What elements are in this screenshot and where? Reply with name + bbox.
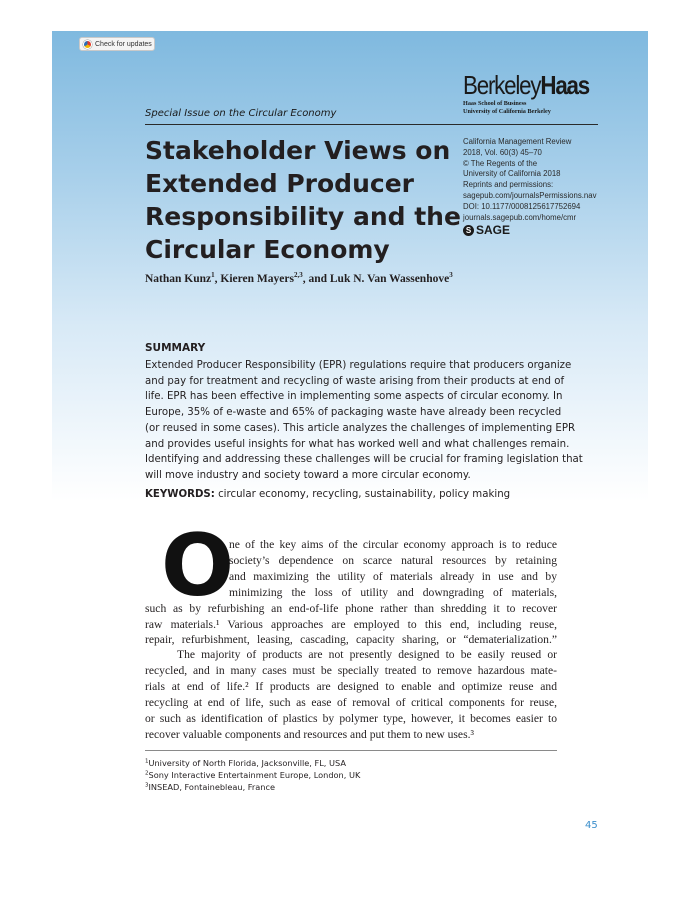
sage-logo: S SAGE	[463, 225, 603, 236]
logo-subtitle: Haas School of Business University of California Berkeley	[463, 100, 551, 115]
footnote-item: $^2$Sony Interactive Entertainment Europe, London, UK	[145, 770, 361, 780]
drop-cap: O	[161, 516, 235, 616]
keywords: KEYWORDS: circular economy, recycling, sustainability, policy making	[145, 489, 511, 500]
crossmark-icon	[83, 40, 92, 49]
page-number: 45	[585, 820, 598, 831]
body-paragraph-2: The majority of products are not presently designed to be easily reused or recycled, and in many cases must be specially treated to remove hazardous mate- rials at end of life.² If products are designed to enable and optimize reuse and recycling at end of life, such as ease of removal of critical components for reuse, or such as identification of plastics by polymer type, however, it becomes easier to recover valuable components and resources and put them to new uses.³	[145, 648, 557, 741]
doi-link[interactable]: DOI: 10.1177/0008125617752694	[463, 201, 581, 211]
special-issue-label: Special Issue on the Circular Economy	[145, 108, 337, 119]
check-for-updates-label: Check for updates	[95, 40, 152, 48]
journal-link[interactable]: journals.sagepub.com/home/cmr	[463, 212, 577, 222]
reprints-link[interactable]: sagepub.com/journalsPermissions.nav	[463, 190, 597, 200]
author-list: Nathan Kunz$^1$, Kieren Mayers$^{2,3}$, and Luk N. Van Wassenhove$^3$	[145, 271, 453, 285]
journal-metadata: California Management Review 2018, Vol. 60(3) 45–70 © The Regents of the University of California 2018 Reprints and permissions: sagepub.com/journalsPermissions.nav DOI: 10.1177/0008125617752694 journals.sagepub.com/home/cmr S SAGE	[463, 137, 603, 236]
check-for-updates-button[interactable]	[79, 37, 155, 51]
berkeley-haas-logo	[463, 72, 603, 115]
affiliation-footnotes	[145, 757, 557, 793]
footnote-item: $^1$University of North Florida, Jacksonville, FL, USA	[145, 758, 346, 768]
footnote-item: $^3$INSEAD, Fontainebleau, France	[145, 782, 276, 792]
header-divider	[145, 124, 598, 125]
footnote-divider	[145, 750, 557, 751]
logo-wordmark: BerkeleyHaas	[463, 70, 590, 100]
article-title: Stakeholder Views on Extended Producer Responsibility and the Circular Economy	[145, 136, 461, 264]
summary-heading: SUMMARY	[145, 342, 206, 354]
body-paragraph-1: ne of the key aims of the circular economy approach is to reduce society’s dependence on scarce natural resources by retaining and maximizing the utility of materials already in use and by minimizing the loss of utility and downgrading of materials, such as by refurbishing an end-of-life phone rather than shredding it to recover raw materials.¹ Various approaches are employed to this end, including reuse, repair, refurbishment, leasing, cascading, capacity sharing, or “dematerialization.”	[145, 538, 557, 647]
summary-text: Extended Producer Responsibility (EPR) regulations require that producers organize and pay for treatment and recycling of waste arising from their products at end of life. EPR has been effective in implementing some aspects of circular economy. In Europe, 35% of e-waste and 65% of packaging waste have already been recycled (or reused in some cases). This article analyzes the challenges of implementing EPR and provides useful insights for what has worked well and what challenges remain. Identifying and addressing these challenges will be crucial for framing legislation that will move industry and society toward a more circular economy.	[145, 360, 583, 481]
sage-icon: S	[463, 225, 474, 236]
